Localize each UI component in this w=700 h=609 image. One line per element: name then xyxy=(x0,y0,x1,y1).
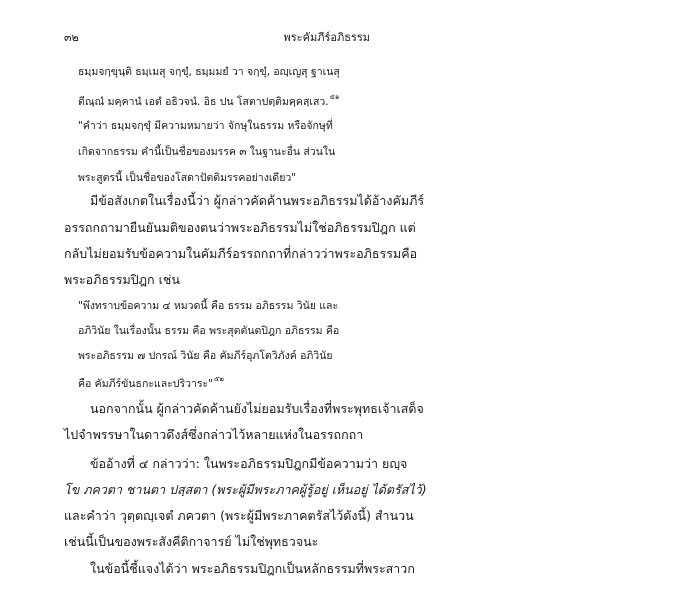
paragraph-3-line-4: เช่นนี้เป็นของพระสังคีติกาจารย์ ไม่ใช่พุทธวจนะ xyxy=(64,534,319,549)
quote-1-line-2 xyxy=(78,94,339,108)
paragraph-2-line-2: ไปจำพรรษาในดาวดึงส์ซึ่งกล่าวไว้หลายแห่งในอรรถกถา xyxy=(64,427,364,442)
paragraph-2-line-1: นอกจากนั้น ผู้กล่าวคัดค้านยังไม่ยอมรับเรื่องที่พระพุทธเจ้าเสด็จ xyxy=(90,401,424,416)
paragraph-3-line-3: และคำว่า วุตฺตญฺเจตํ ภควตา (พระผู้มีพระภาคตรัสไว้ดังนี้) สำนวน xyxy=(64,508,414,523)
quote-2-line-4-text: คือ คัมภีร์ขันธกะและปริวาระ" xyxy=(78,378,213,390)
quote-2-line-3: พระอภิธรรม ๗ ปกรณ์ วินัย คือ คัมภีร์อุภโตวิภังค์ อภิวินัย xyxy=(78,350,333,362)
footnote-reference: ๕๑ xyxy=(329,93,340,101)
quote-1-line-4: เกิดจากธรรม คำนี้เป็นชื่อของมรรค ๓ ในฐานะอื่น ส่วนใน xyxy=(78,146,336,158)
quote-1-line-3: "คำว่า ธมฺมจกฺขุํ มีความหมายว่า จักษุในธรรม หรือจักษุที่ xyxy=(78,120,333,132)
running-header: พระคัมภีร์อภิธรรม xyxy=(283,31,370,44)
paragraph-1-line-2: อรรถกถามายืนยันมติของตนว่าพระอภิธรรมไม่ใช่อภิธรรมปิฎก แต่ xyxy=(64,220,416,235)
quote-2-line-1: "พึงทราบข้อความ ๔ หมวดนี้ คือ ธรรม อภิธรรม วินัย และ xyxy=(78,300,339,312)
paragraph-1-line-3: กลับไม่ยอมรับข้อความในคัมภีร์อรรถกถาที่กล่าวว่าพระอภิธรรมคือ xyxy=(64,246,418,261)
page-number: ๓๒ xyxy=(64,31,79,44)
quote-2-line-4 xyxy=(78,376,224,390)
footnote-reference: ๕๒ xyxy=(213,375,224,383)
quote-2-line-2: อภิวินัย ในเรื่องนั้น ธรรม คือ พระสุตตันตปิฎก อภิธรรม คือ xyxy=(78,325,340,337)
quote-1-line-1: ธมฺมจกฺขุนฺติ ธมฺเมสุ จกฺขุํ, ธมฺมมยํ วา จกฺขุํ, อญฺเญสุ ฐาเนสุ xyxy=(78,66,340,78)
quote-1-line-5: พระสูตรนี้ เป็นชื่อของโสดาปัตติมรรคอย่างเดียว" xyxy=(78,172,297,184)
quote-1-line-2-text: ตีณฺณํ มคฺคานํ เอตํ อธิวจนํ. อิธ ปน โสตาปตฺติมคฺคสฺเสว. xyxy=(78,96,329,108)
paragraph-1-line-1: มีข้อสังเกตในเรื่องนี้ว่า ผู้กล่าวคัดค้านพระอภิธรรมได้อ้างคัมภีร์ xyxy=(90,193,425,208)
paragraph-1-line-4: พระอภิธรรมปิฎก เช่น xyxy=(64,272,180,287)
paragraph-3-line-1: ข้ออ้างที่ ๔ กล่าวว่า: ในพระอภิธรรมปิฎกมีข้อความว่า ยญฺจ xyxy=(90,456,408,471)
paragraph-3-line-2: โข ภควตา ชานตา ปสฺสตา (พระผู้มีพระภาคผู้รู้อยู่ เห็นอยู่ ได้ตรัสไว้) xyxy=(64,482,427,497)
paragraph-4-line-1: ในข้อนี้ชี้แจงได้ว่า พระอภิธรรมปิฎกเป็นหลักธรรมที่พระสาวก xyxy=(90,561,415,576)
